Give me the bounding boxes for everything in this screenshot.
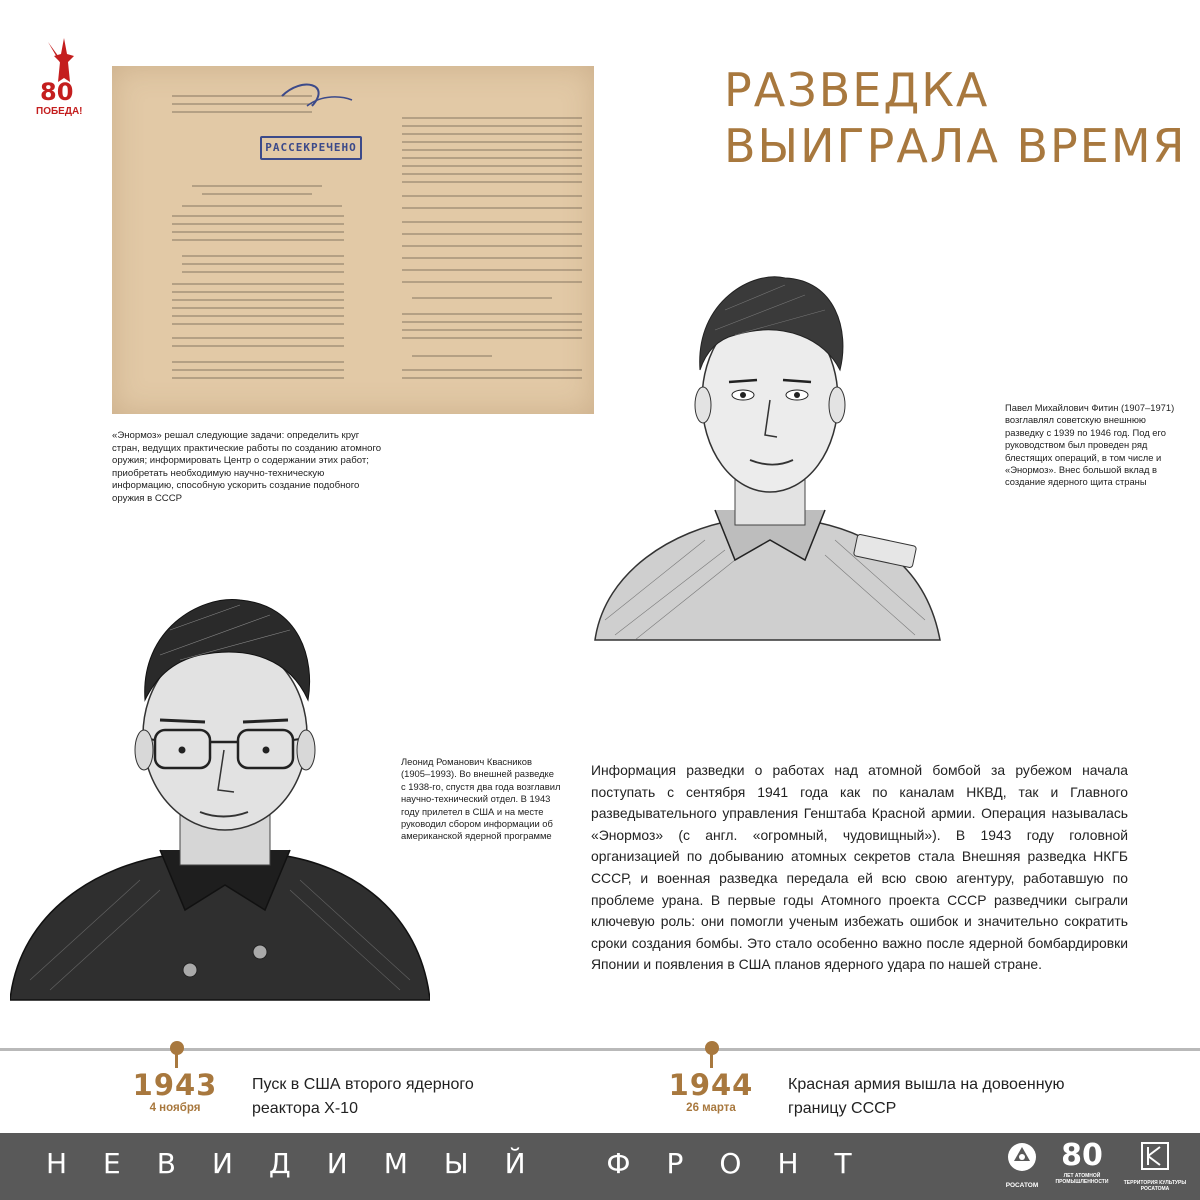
page-title	[724, 62, 1187, 174]
culture-territory-logo	[1122, 1139, 1188, 1192]
logo-text: ПОБЕДА!	[36, 106, 83, 117]
timeline-year-1943: 1943	[132, 1068, 218, 1102]
fitin-caption-name: Павел Михайлович Фитин (1907–1971)	[1005, 402, 1175, 413]
declassified-stamp: РАССЕКРЕЧЕНО	[260, 136, 362, 160]
main-text: Информация разведки о работах над атомной бомбой за рубежом начала поступать с сентября 1941 года как по каналам НКВД, так и Главного разведывательного управления Генштаба Красной армии. Операция называлась «Энормоз» (с англ. «огромный, чудовищный»). В 1943 году головной организацией по добыванию атомных секретов стала Внешняя разведка НКГБ СССР, и военная разведка передала ей всю свою агентуру, работавшую по проблеме урана. В первые годы Атомного проекта СССР разведчики сыграли ключевую роль: они помогли ученым избежать ошибок и значительно сократить сроки создания бомбы. Это стало особенно важно после ядерной бомбардировки Японии и появления в США планов ядерного удара по нашей стране.	[591, 762, 1128, 973]
anniversary-text: ЛЕТ АТОМНОЙ ПРОМЫШЛЕННОСТИ	[1055, 1173, 1109, 1185]
rosatom-logo	[995, 1141, 1049, 1190]
timeline-stem-1943	[175, 1051, 178, 1068]
title-line-2: ВЫИГРАЛА ВРЕМЯ	[724, 119, 1187, 173]
document-caption: «Энормоз» решал следующие задачи: определить круг стран, ведущих практические работы по созданию атомного оружия; информировать Центр о содержании этих работ; приобретать необходимую научно-техническую информацию, способную ускорить создание подобного оружия в СССР	[112, 430, 382, 504]
timeline-stem-1944	[710, 1051, 713, 1068]
timeline-event-1944	[788, 1073, 1128, 1121]
timeline-date-1943: 4 ноября	[149, 1102, 201, 1114]
kvasnikov-portrait	[10, 580, 430, 1010]
fitin-caption-body: возглавлял советскую внешнюю разведку с 1939 по 1946 год. Под его руководством был проведен ряд блестящих операций, в том числе и «Энормоз». Внес большой вклад в создание ядерного щита страны	[1005, 414, 1166, 488]
timeline-event-1943-line1: Пуск в США второго ядерного	[252, 1076, 474, 1093]
kvasnikov-caption: Леонид Романович Квасников (1905–1993). Во внешней разведке с 1938-го, спустя два года возглавил научно-технический отдел. В 1943 году прилетел в США и на месте руководил сбором информации об американской ядерной программе	[401, 756, 561, 842]
culture-territory-text: ТЕРРИТОРИЯ КУЛЬТУРЫ РОСАТОМА	[1123, 1180, 1187, 1192]
timeline-year-1944: 1944	[668, 1068, 754, 1102]
fitin-portrait	[585, 240, 945, 660]
anniversary-logo	[1054, 1139, 1110, 1185]
anniversary-number: 80	[1061, 1138, 1103, 1173]
logo-number: 80	[40, 78, 74, 106]
fitin-caption	[1005, 402, 1185, 489]
timeline-event-1943-line2: реактора Х-10	[252, 1100, 358, 1117]
timeline-date-1944: 26 марта	[686, 1102, 736, 1114]
timeline-event-1943	[252, 1073, 552, 1121]
title-line-1: РАЗВЕДКА	[724, 63, 990, 117]
declassified-document-image	[112, 66, 594, 414]
victory-80-logo	[34, 34, 94, 124]
timeline-event-1944-line2: границу СССР	[788, 1100, 897, 1117]
footer-title: НЕВИДИМЫЙ ФРОНТ	[46, 1147, 888, 1180]
rosatom-logo-text: РОСАТОМ	[1005, 1182, 1039, 1189]
timeline-event-1944-line1: Красная армия вышла на довоенную	[788, 1076, 1065, 1093]
